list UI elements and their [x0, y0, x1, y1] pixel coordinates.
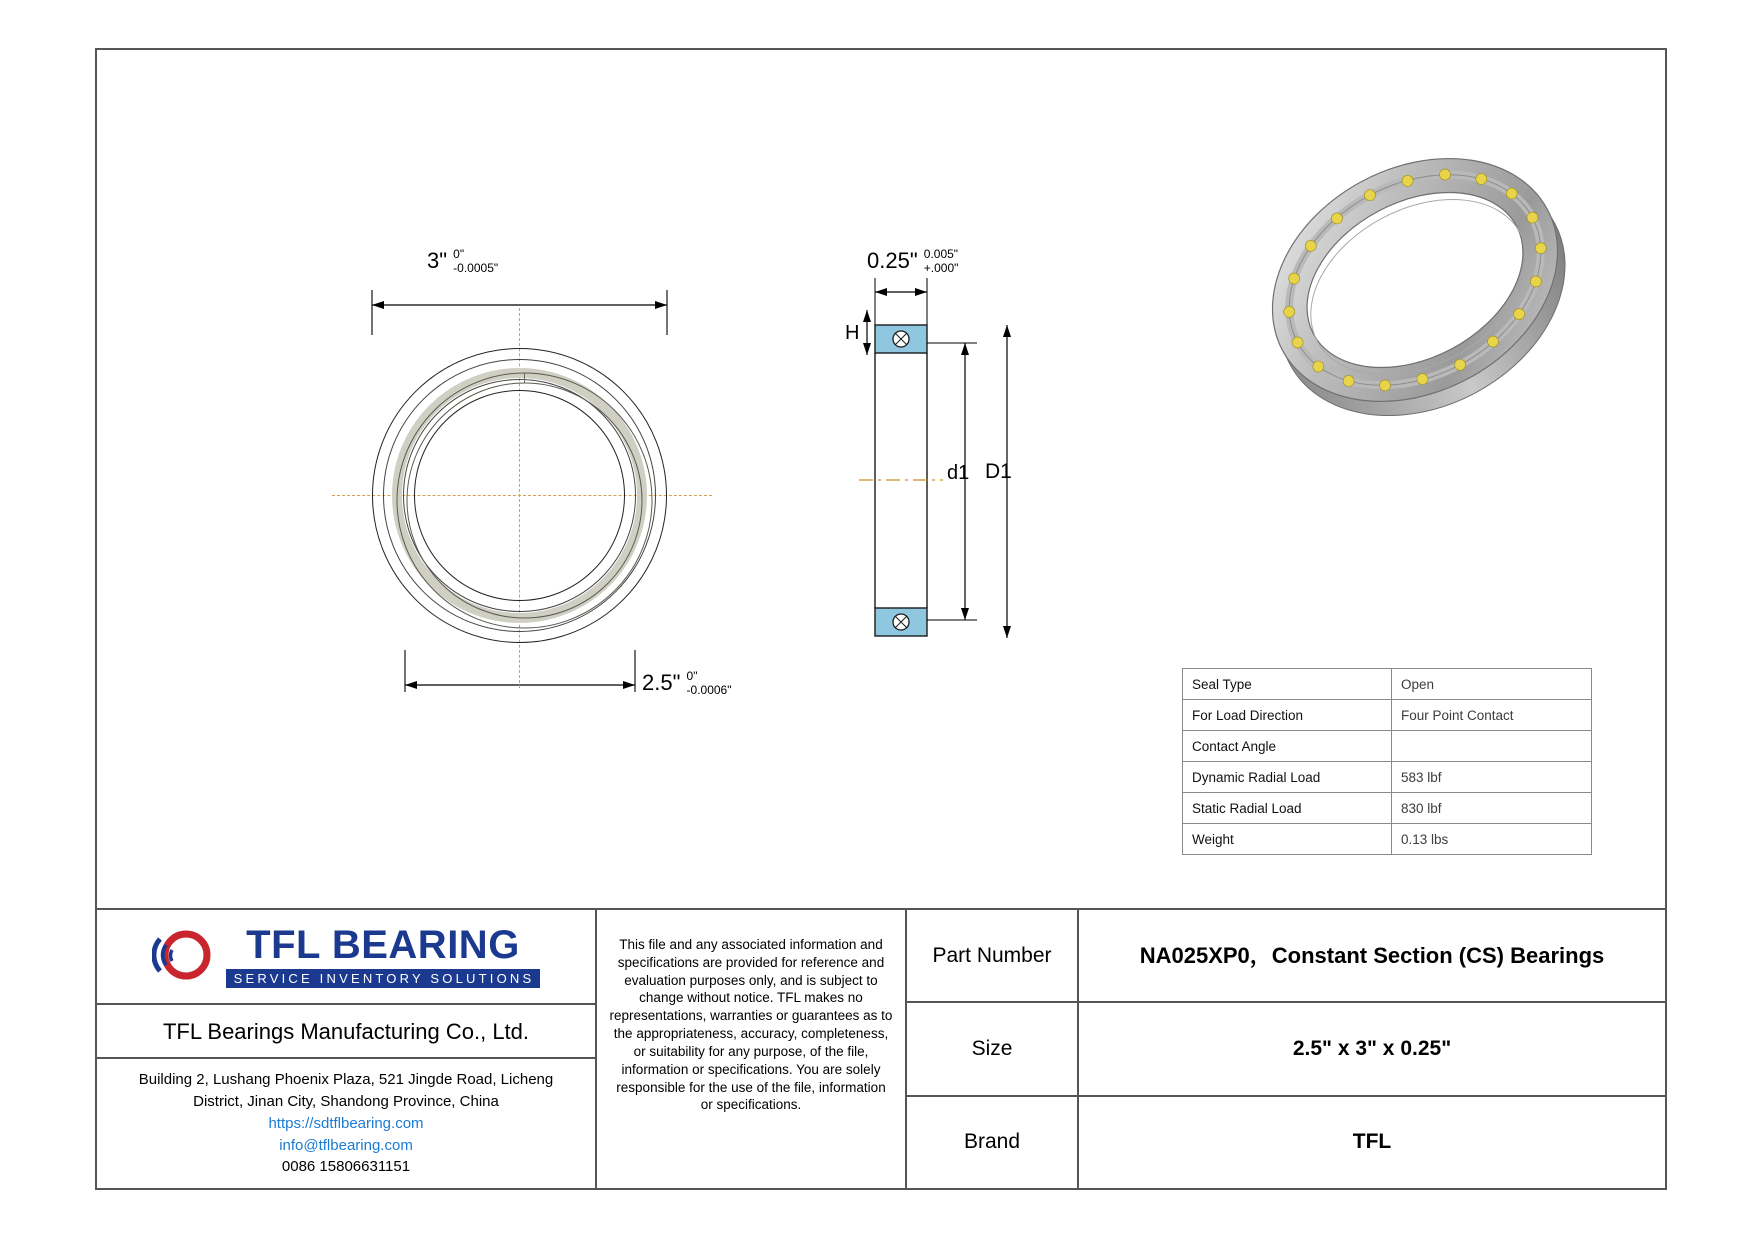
- spec-value-contact-angle: [1392, 731, 1592, 762]
- drawing-sheet: [95, 48, 1667, 1190]
- bearing-3d-render: [1225, 105, 1605, 455]
- inner-diameter-dimension: [642, 670, 732, 698]
- d1-large-label: D1: [985, 460, 1012, 483]
- inner-diameter-tol-upper: 0": [686, 669, 698, 684]
- table-row: [1183, 793, 1592, 824]
- field-row-part-number: [907, 910, 1665, 1003]
- logo-wordmark: [226, 925, 541, 988]
- logo-main-text: TFL BEARING: [246, 923, 520, 968]
- spec-value-weight: 0.13 lbs: [1392, 824, 1592, 855]
- company-email-link[interactable]: info@tflbearing.com: [279, 1136, 413, 1154]
- size-value: 2.5" x 3" x 0.25": [1292, 1036, 1452, 1060]
- table-row: [1183, 824, 1592, 855]
- brand-value: TFL: [1352, 1130, 1392, 1154]
- address-line-1: Building 2, Lushang Phoenix Plaza, 521 Jingde Road, Licheng: [138, 1071, 554, 1089]
- spec-key-contact-angle: Contact Angle: [1183, 731, 1392, 762]
- section-view: [845, 230, 1137, 710]
- ball-elements: [392, 368, 667, 643]
- spec-value-load-direction: Four Point Contact: [1392, 700, 1592, 731]
- outer-diameter-value: 3": [427, 248, 448, 273]
- part-number-value: NA025XP0，Constant Section (CS) Bearings: [1139, 942, 1605, 968]
- spec-value-static-radial-load: 830 lbf: [1392, 793, 1592, 824]
- spec-key-dynamic-radial-load: Dynamic Radial Load: [1183, 762, 1392, 793]
- company-contact-info: [97, 1059, 595, 1188]
- address-line-2: District, Jinan City, Shandong Province, China: [193, 1093, 499, 1110]
- company-website-link[interactable]: https://sdtflbearing.com: [268, 1114, 424, 1132]
- disclaimer-text: This file and any associated information and specifications are provided for reference and evaluation purposes only, and is subject to change without notice. TFL makes no representations, warranties or guarantees as to the appropriateness, accuracy, completeness, or suitability for any purpose, of the file, information or specifications. You are solely responsible for the use of the file, information or specifications.: [597, 910, 907, 1188]
- brand-label: Brand: [907, 1097, 1079, 1188]
- logo-tagline: SERVICE INVENTORY SOLUTIONS: [226, 969, 541, 988]
- company-panel: [97, 910, 597, 1188]
- inner-diameter-tol-lower: -0.0006": [686, 683, 732, 698]
- part-info-panel: [907, 910, 1665, 1188]
- spec-key-seal-type: Seal Type: [1183, 669, 1392, 700]
- width-tol-lower: +.000": [923, 261, 959, 276]
- title-block: [97, 908, 1665, 1188]
- h-label: H: [845, 322, 860, 344]
- company-name: TFL Bearings Manufacturing Co., Ltd.: [97, 1005, 595, 1059]
- tfl-logo-icon: [152, 925, 216, 989]
- spec-value-dynamic-radial-load: 583 lbf: [1392, 762, 1592, 793]
- front-view: [297, 230, 732, 730]
- table-row: [1183, 731, 1592, 762]
- d1-small-label: d1: [947, 462, 970, 484]
- part-number-label: Part Number: [907, 910, 1079, 1001]
- table-row: [1183, 700, 1592, 731]
- table-row: [1183, 762, 1592, 793]
- spec-key-weight: Weight: [1183, 824, 1392, 855]
- company-phone: 0086 15806631151: [281, 1158, 411, 1176]
- table-row: [1183, 669, 1592, 700]
- spec-key-load-direction: For Load Direction: [1183, 700, 1392, 731]
- width-value: 0.25": [867, 248, 918, 273]
- bearing-iso-illustration: [1225, 105, 1605, 455]
- specification-table: [1182, 668, 1592, 855]
- inner-diameter-value: 2.5": [642, 670, 681, 695]
- width-tol-upper: 0.005": [923, 247, 959, 262]
- field-row-brand: [907, 1097, 1665, 1188]
- size-label: Size: [907, 1003, 1079, 1094]
- outer-diameter-tol-upper: 0": [453, 247, 465, 262]
- spec-key-static-radial-load: Static Radial Load: [1183, 793, 1392, 824]
- outer-diameter-tol-lower: -0.0005": [453, 261, 499, 276]
- company-logo: [97, 910, 595, 1005]
- spec-value-seal-type: Open: [1392, 669, 1592, 700]
- field-row-size: [907, 1003, 1665, 1096]
